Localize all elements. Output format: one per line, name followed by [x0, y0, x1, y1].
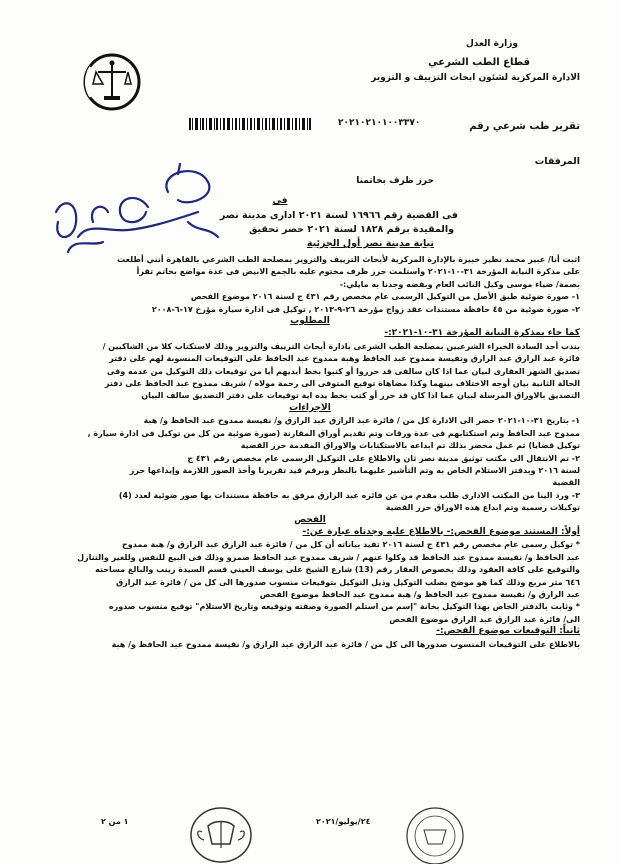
exam-first-line: * توكيل رسمى عام مخصص رقم ٤٣١ ج لسنة ٢٠١٦ تفيد بياناته أن كل من / فائزة عبد الرازق عبد الرازق و/ هبة ممدوح [122, 540, 580, 550]
case-line-2: والمقيدة برقم ١٨٢٨ لسنة ٢٠٢١ حصر تحقيق [248, 224, 454, 235]
scales-of-justice-icon [82, 52, 142, 112]
eagle-seal-icon [188, 806, 254, 864]
case-line-1: فى القضية رقم ١٦٩٦٦ لسنة ٢٠٢١ ادارى مدينة نصر [219, 210, 458, 221]
page-number: ١ من ٢ [101, 817, 129, 826]
attachment-item: ١- صورة ضوئية طبق الأصل من التوكيل الرسمى عام مخصص رقم ٤٣١ ج لسنة ٢٠١٦ موضوع الفحص [190, 292, 580, 302]
procedure-line: القضية [552, 478, 580, 488]
memo-line: تصديق الشهر العقارى لبيان عما اذا كان سالفى قد حرروا أو كتبوا بخط أيديهم أيا من توقيعات ذلك التوكيل من عدمه وفى [106, 366, 580, 376]
exam-first-line: والتوقيع على كافة العقود وذلك بخصوص العقار رقم (13) شارع الشيخ على يوسف العيني قسم السيدة زينب والبالغ مساحته [95, 565, 580, 575]
procedures-heading: الاجراءات [289, 402, 331, 413]
department-name: الادارة المركزية لشئون ابحاث التزييف و التزوير [371, 73, 580, 83]
memo-line: الحالة الثانية بيان أوجه الاختلاف بينهما وكذا مضاهاة توقيع المتوفى الى رحمة مولاه / شريف ممدوح عبد الحافظ على دفتر [104, 379, 580, 389]
intro-line: على مذكرة النيابة المؤرخة ٣١-١٠-٢٠٢١ واستلمت حرز ظرف مختوم عليه بالجمع الابيض فى عدة مواضع بخاتم تقرأ [136, 267, 580, 277]
required-heading: المطلوب [290, 316, 330, 327]
procedure-line: ١- بتاريخ ٣١-١٠-٢٠٢١ حضر الى الادارة كل من / فائزة عبد الرازق عبد الرازق و/ نفيسة ممدوح عبد الحافظ و/ هبة [143, 416, 580, 426]
exam-second-heading: ثانياً: التوقيعات موضوع الفحص:- [436, 626, 580, 637]
procedure-line: توكيل قضايا) ثم عمل محضر بذلك تم ابداعه بالاستكتابات والاوراق المقدمة حرز القضية [240, 441, 580, 451]
exam-first-line: * وثابت بالدفتر الخاص بهذا التوكيل بخانة "إسم من استلم الصورة وصفته وتوقيعه وتاريخ الاستلام" توقيع منسوب صدوره [108, 602, 580, 612]
exam-first-heading: أولاً: المستند موضوع الفحص:- بالاطلاع عليه وجدناه عبارة عن:- [302, 526, 580, 537]
memo-line: بندب أحد السادة الخبراء الشرعيين بمصلحة الطب الشرعى بادارة أبحاث التزييف والتزوير وذلك لاستكتاب كلا من الشاكيين / [102, 341, 580, 351]
report-date: ٢٤/يوليو/٢٠٢١ [316, 817, 371, 826]
procedure-line: ٣- ورد الينا من المكتب الادارى طلب مقدم من عن فائزه عبد الرازق مرفق به حافظة مستندات بها صور ضوئية لعدد (4) [118, 490, 580, 500]
procedure-line: ممدوح عبد الحافظ وتم استكتابهم فى عدة ورقات وتم تقديم أوراق المقارنة (صورة ضوئية من كل من توكيل فى ادارة سيارة , [87, 428, 580, 438]
exam-first-line: عبد الحافظ و/ نفيسة ممدوح عبد الحافظ قد وكلوا عنهم / شريف ممدوح عبد الحافظ صمرو وذلك فى البيع للنفس وللغير والتنازل [77, 552, 580, 562]
intro-line: اثبت أنا/ عبير محمد نظير خبيرة بالإدارة المركزية لأبحاث التزييف والتزوير بمصلحة الطب الشرعي بالقاهرة أنني أطلعت [117, 255, 580, 264]
procedure-line: توكيلات رسمية وتم ابداع هذه الاوراق حرز القضية [385, 503, 580, 513]
case-marker: في [272, 196, 288, 206]
attachments-label: المرفقات [534, 156, 580, 167]
procedure-line: لسنة ٢٠١٦ وبدفتر الاستلام الخاص به وتم التأشير عليهما بالنظر وبرقم قيد تقريرنا وأخذ الصور اللازمة وإيداعها حرز [129, 465, 580, 475]
report-number: ٢٠٢١٠٢١٠١٠٠٣٣٧٠ [338, 118, 421, 128]
ministry-name: وزارة العدل [465, 39, 518, 49]
case-line-3: نيابة مدينة نصر أول الجزئية [306, 238, 434, 249]
attachment-item: ٢- صورة ضوئية من ٤٥ حافظة مستندات عقد زواج مؤرخة ٢٦-٩-٢٠١٣ , توكيل فى ادارة سيارة مؤرخ ١٧-٦-٢٠٠٨ [151, 304, 580, 314]
exam-first-line: ٦٤٦ متر مربع وذلك كما هو موضح بصلب التوكيل وذيل التوكيل بتوقيعات منسوب صدورها الى كل من / فائزة عبد الرازق [115, 577, 580, 587]
report-label: تقرير طب شرعي رقم [469, 121, 580, 132]
report-body [40, 254, 580, 651]
memo-heading: كما جاء بمذكرة النيابة المؤرخة ٣١-١٠-٢٠٢١:- [384, 328, 580, 339]
official-stamp-icon [402, 806, 468, 864]
handwritten-note [48, 152, 238, 262]
exam-first-line: الى/ فائزة عبد الرازق عبد الرازق موضوع الفحص [389, 614, 580, 624]
procedure-line: ٢- تم الانتقال الى مكتب توثيق مدينة نصر ثان والاطلاع على التوكيل الرسمى عام مخصص رقم ٤٣١ ج [187, 453, 580, 463]
examination-heading: الفحص [294, 514, 326, 525]
barcode [188, 118, 312, 130]
attachments-value: حرز ظرف بخاتمنا [356, 176, 434, 186]
sector-name: قطاع الطب الشرعي [428, 57, 530, 68]
memo-line: التصديق بالاوراق المرسلة لبيان عما اذا كان قد حرر أو كتب بخط يده اية توقيعات على دفتر التصديق سالف البيان [141, 391, 580, 401]
exam-first-line: عبد الرازق و/ نفيسة ممدوح عبد الحافظ و/ هبة ممدوح عبد الحافظ موضوع الفحص [259, 589, 580, 599]
intro-line: بصمة/ ضياء موسى وكيل النائب العام وبفضه وجدنا به مايلي:- [339, 279, 580, 289]
memo-line: فائزة عبد الرازق عبد الرازق ونفيسة ممدوح عبد الحافظ وهبة ممدوح عبد الحافظ على التوقيعات المنسوبة لهم على دفتر [109, 354, 580, 364]
exam-second-line: بالاطلاع على التوقيعات المنسوب صدورها الى كل من / فائزة عبد الرازق عبد الرازق و/ نفيسة ممدوح عبد الحافظ و/ هبة [111, 639, 580, 649]
